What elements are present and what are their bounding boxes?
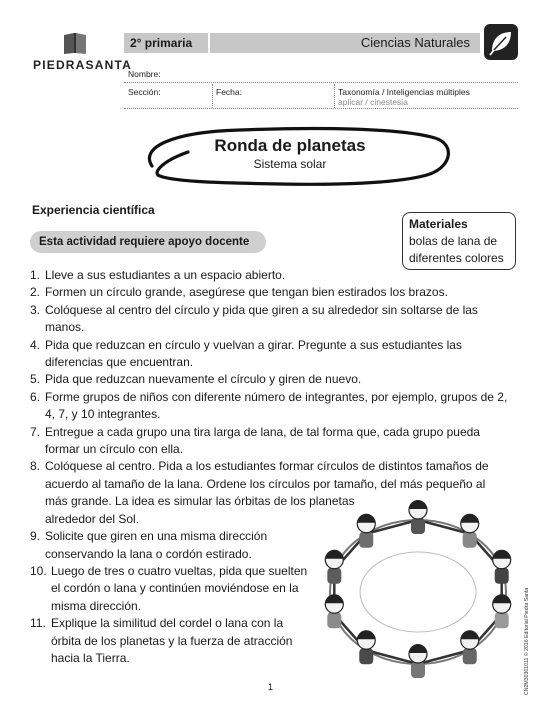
name-label: Nombre: bbox=[128, 69, 161, 79]
field-divider bbox=[334, 84, 335, 108]
step-text: Colóquese al centro. Pida a los estudiantes formar círculos de distintos tamaños de bbox=[45, 459, 489, 474]
materials-line: diferentes colores bbox=[409, 251, 504, 265]
book-logo-icon bbox=[62, 30, 88, 56]
step-item bbox=[30, 267, 522, 284]
field-divider bbox=[212, 84, 213, 108]
step-number: 3. bbox=[30, 302, 41, 317]
child-figure bbox=[461, 514, 479, 548]
step-text: órbita de los planetas y la fuerza de atracción bbox=[51, 633, 293, 648]
step-number: 10. bbox=[30, 563, 47, 578]
page-number: 1 bbox=[268, 682, 274, 692]
step-item bbox=[30, 389, 522, 424]
name-field[interactable] bbox=[124, 82, 518, 83]
step-text: manos. bbox=[45, 320, 85, 335]
step-number: 4. bbox=[30, 337, 41, 352]
step-number: 8. bbox=[30, 459, 41, 474]
materials-heading: Materiales bbox=[409, 217, 468, 231]
step-text: diferencias que encuentran. bbox=[45, 355, 194, 370]
taxonomy-values: aplicar / cinestesia bbox=[338, 97, 408, 107]
step-text: Forme grupos de niños con diferente número de integrantes, por ejemplo, grupos de 2, bbox=[45, 389, 508, 404]
materials-box bbox=[402, 212, 516, 270]
child-figure bbox=[409, 500, 427, 534]
step-text: Solicite que giren en una misma dirección bbox=[45, 529, 268, 544]
step-number: 5. bbox=[30, 372, 41, 387]
step-text: Formen un círculo grande, asegúrese que tengan bien estirados los brazos. bbox=[45, 285, 448, 300]
child-figure bbox=[409, 644, 427, 678]
step-text: Entregue a cada grupo una tira larga de lana, de tal forma que, cada grupo pueda bbox=[45, 424, 480, 439]
child-figure bbox=[325, 550, 343, 584]
step-number: 1. bbox=[30, 268, 41, 282]
step-item bbox=[30, 284, 522, 301]
step-number: 11. bbox=[30, 616, 46, 631]
children-circle-illustration bbox=[306, 492, 524, 692]
child-figure bbox=[461, 630, 479, 664]
child-figure bbox=[493, 550, 511, 584]
teacher-support-note: Esta actividad requiere apoyo docente bbox=[30, 231, 266, 253]
step-text: acuerdo al tamaño de la lana. Ordene los círculos por tamaño, del más pequeño al bbox=[45, 476, 486, 491]
date-label: Fecha: bbox=[216, 87, 242, 97]
page-title: Ronda de planetas bbox=[214, 136, 366, 155]
subject-label: Ciencias Naturales bbox=[210, 33, 480, 53]
leaf-icon bbox=[484, 24, 518, 60]
step-number: 2. bbox=[30, 285, 41, 300]
step-item bbox=[30, 371, 522, 388]
footer-code bbox=[521, 555, 531, 695]
child-figure bbox=[325, 594, 343, 628]
step-text: conservando la lana o cordón estirado. bbox=[45, 546, 252, 561]
step-number: 6. bbox=[30, 389, 41, 404]
step-text: hacia la Tierra. bbox=[51, 650, 130, 665]
step-number: 9. bbox=[30, 529, 41, 544]
step-text: Explique la similitud del cordel o lana con la bbox=[51, 616, 284, 631]
step-item bbox=[30, 424, 522, 459]
step-text: Pida que reduzcan en círculo y vuelvan a girar. Pregunte a sus estudiantes las bbox=[45, 337, 462, 352]
taxonomy-label: Taxonomía / Inteligencias múltiples bbox=[338, 87, 470, 97]
section-label: Sección: bbox=[128, 87, 161, 97]
step-text: Pida que reduzcan nuevamente el círculo y giren de nuevo. bbox=[45, 372, 362, 387]
section-heading: Experiencia científica bbox=[32, 203, 155, 217]
footer-code-text: CN2M30301011 © 2016 Editorial Piedra Santa bbox=[524, 587, 530, 695]
step-text: más grande. La idea es simular las órbitas de los planetas bbox=[45, 494, 355, 509]
child-figure bbox=[357, 630, 375, 664]
step-text: formar un círculo con ella. bbox=[45, 442, 184, 457]
step-text: Luego de tres o cuatro vueltas, pida que suelten bbox=[51, 563, 308, 578]
grade-label: 2° primaria bbox=[124, 33, 208, 53]
step-text: 4, 7, y 10 integrantes. bbox=[45, 407, 161, 422]
step-text: el cordón o lana y continúen moviéndose en la bbox=[51, 581, 299, 596]
step-number: 7. bbox=[30, 424, 41, 439]
step-text: misma dirección. bbox=[51, 598, 142, 613]
materials-line: bolas de lana de bbox=[409, 234, 498, 248]
child-figure bbox=[357, 514, 375, 548]
step-text: Colóquese al centro del círculo y pida que giren a su alrededor sin soltarse de las bbox=[45, 302, 478, 317]
step-text: alrededor del Sol. bbox=[45, 511, 140, 526]
step-text: Lleve a sus estudiantes a un espacio abierto. bbox=[45, 268, 286, 282]
step-item bbox=[30, 302, 522, 337]
child-figure bbox=[493, 594, 511, 628]
page-subtitle: Sistema solar bbox=[253, 157, 327, 171]
section-date-field[interactable] bbox=[124, 108, 518, 109]
step-item bbox=[30, 337, 522, 372]
publisher-logo: PIEDRASANTA bbox=[33, 58, 132, 72]
